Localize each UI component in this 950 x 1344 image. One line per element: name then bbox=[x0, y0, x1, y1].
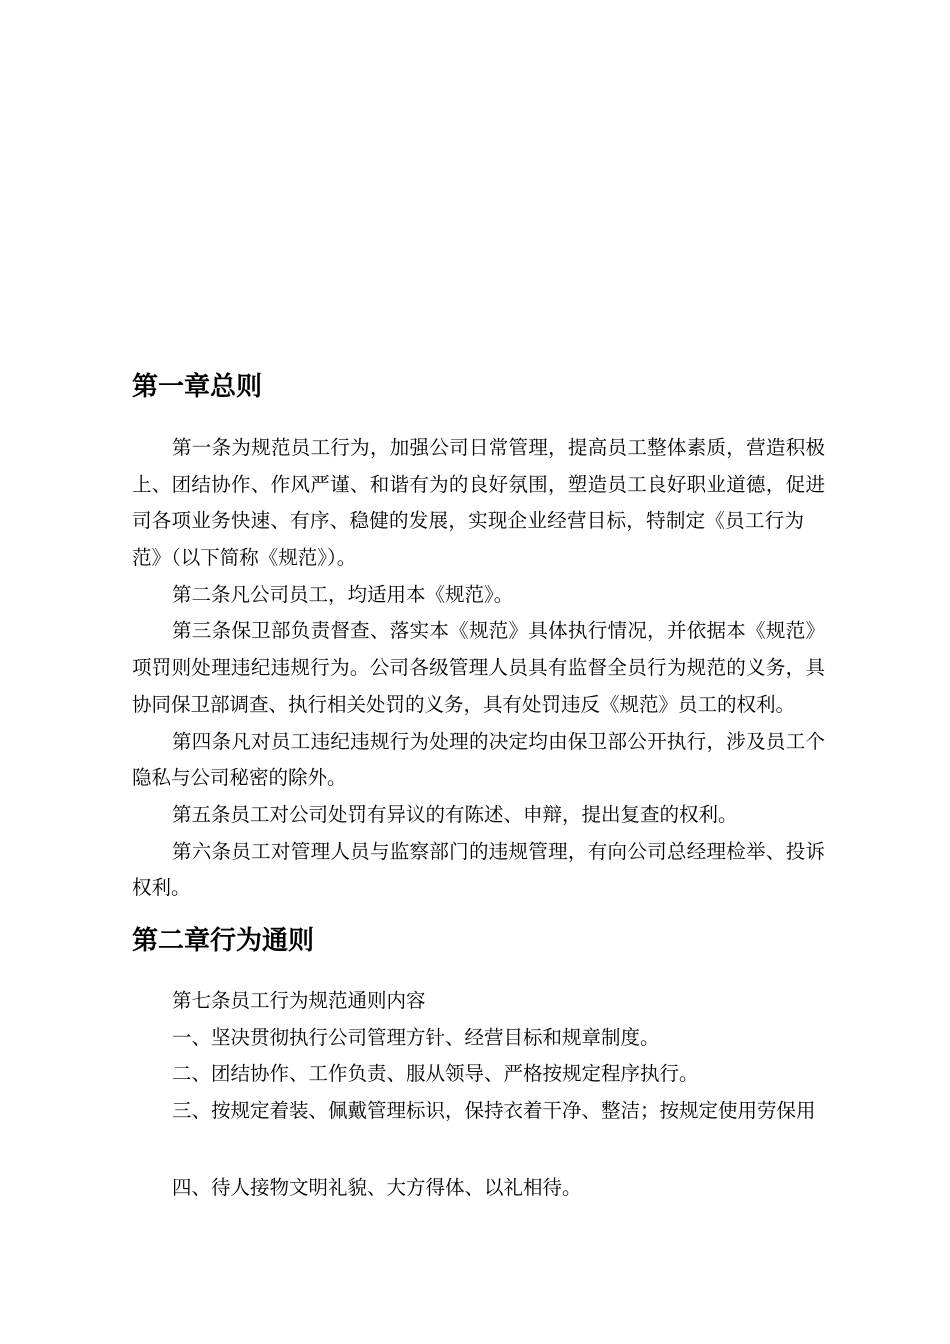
text-line: 范》（以下简称《规范》）。 bbox=[132, 547, 357, 570]
text-line: 第三条保卫部负责督查、落实本《规范》具体执行情况，并依据本《规范》 bbox=[172, 620, 825, 643]
chapter-2-body bbox=[132, 983, 825, 1207]
text-line: 二、团结协作、工作负责、服从领导、严格按规定程序执行。 bbox=[172, 1063, 699, 1086]
text-line: 权利。 bbox=[132, 877, 191, 900]
text-line: 第五条员工对公司处罚有异议的有陈述、申辩，提出复查的权利。 bbox=[172, 803, 738, 826]
chapter-2-heading: 第二章行为通则 bbox=[132, 925, 315, 955]
text-line: 第六条员工对管理人员与监察部门的违规管理，有向公司总经理检举、投诉 bbox=[172, 840, 825, 863]
chapter-1-body bbox=[132, 430, 825, 907]
text-line: 上、团结协作、作风严谨、和谐有为的良好氛围，塑造员工良好职业道德，促进 bbox=[132, 473, 825, 496]
text-line: 隐私与公司秘密的除外。 bbox=[132, 767, 347, 790]
blank-line bbox=[132, 1130, 825, 1167]
text-line: 第二条凡公司员工，均适用本《规范》。 bbox=[172, 583, 514, 606]
chapter-1-heading: 第一章总则 bbox=[132, 371, 263, 401]
text-line: 第一条为规范员工行为，加强公司日常管理，提高员工整体素质，营造积极 bbox=[172, 437, 825, 459]
text-line: 第四条凡对员工违纪违规行为处理的决定均由保卫部公开执行，涉及员工个 bbox=[172, 730, 825, 753]
text-line: 四、待人接物文明礼貌、大方得体、以礼相待。 bbox=[172, 1177, 582, 1200]
text-line: 项罚则处理违纪违规行为。公司各级管理人员具有监督全员行为规范的义务，具 bbox=[132, 657, 825, 680]
text-line: 一、坚决贯彻执行公司管理方针、经营目标和规章制度。 bbox=[172, 1026, 660, 1049]
text-line: 协同保卫部调查、执行相关处罚的义务，具有处罚违反《规范》员工的权利。 bbox=[132, 693, 796, 716]
text-line: 司各项业务快速、有序、稳健的发展，实现企业经营目标，特制定《员工行为 bbox=[132, 510, 804, 533]
text-line: 第七条员工行为规范通则内容 bbox=[172, 990, 426, 1012]
text-line: 三、按规定着装、佩戴管理标识，保持衣着干净、整洁；按规定使用劳保用 bbox=[172, 1100, 816, 1123]
